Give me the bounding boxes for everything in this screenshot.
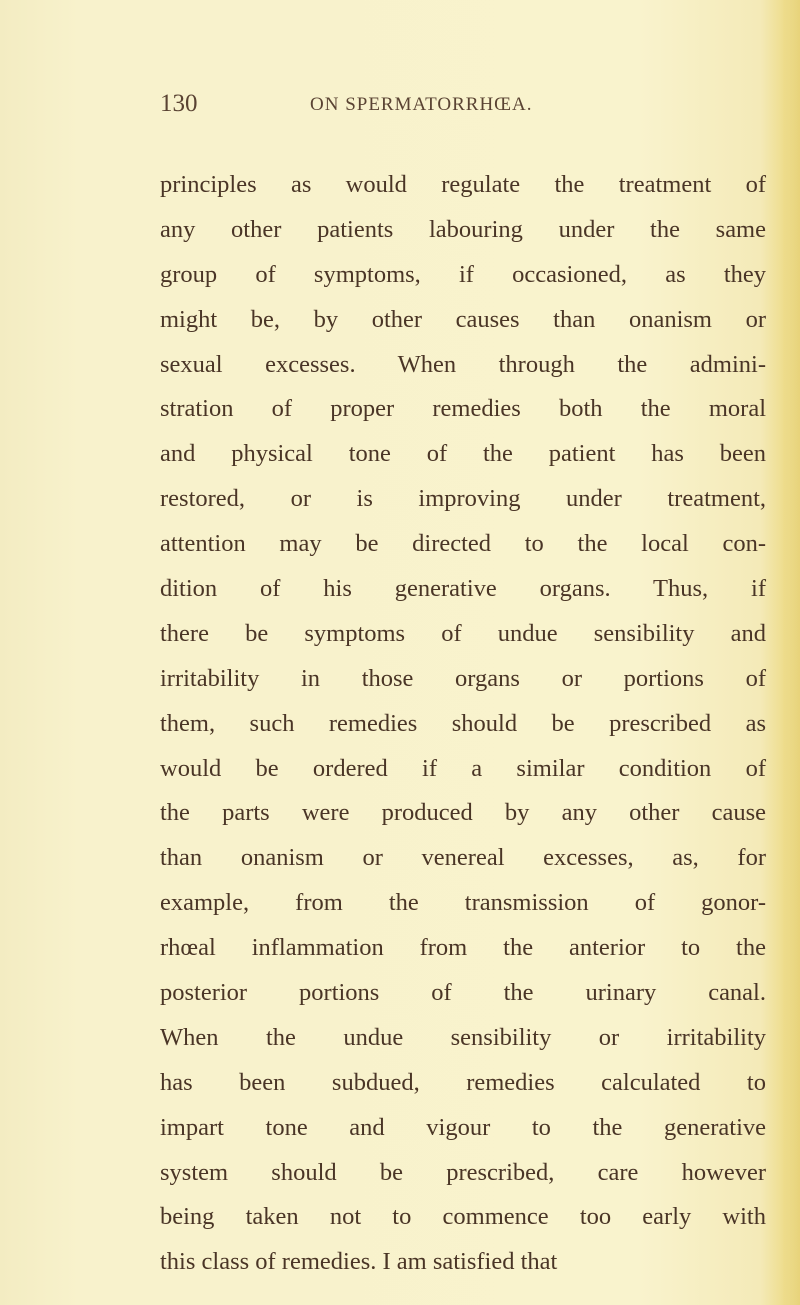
text-line: impart tone and vigour to the generative xyxy=(160,1113,766,1141)
text-line: system should be prescribed, care however xyxy=(160,1158,766,1186)
text-line: example, from the transmission of gonor- xyxy=(160,889,766,917)
text-line: any other patients labouring under the same xyxy=(160,215,766,243)
text-line: this class of remedies. I am satisfied that xyxy=(160,1248,558,1276)
text-line: there be symptoms of undue sensibility and xyxy=(160,619,766,647)
text-line: the parts were produced by any other cause xyxy=(160,799,766,827)
text-line: might be, by other causes than onanism or xyxy=(160,305,766,333)
text-line: attention may be directed to the local con- xyxy=(160,530,766,558)
text-line: rhœal inflammation from the anterior to the xyxy=(160,934,766,962)
text-line: has been subdued, remedies calculated to xyxy=(160,1068,766,1096)
text-line: group of symptoms, if occasioned, as they xyxy=(160,260,766,288)
text-line: irritability in those organs or portions of xyxy=(160,664,766,692)
text-line: and physical tone of the patient has been xyxy=(160,440,766,468)
text-line: sexual excesses. When through the admini- xyxy=(160,350,766,378)
page-spine-edge xyxy=(782,0,800,1305)
text-line: than onanism or venereal excesses, as, for xyxy=(160,844,766,872)
text-line: principles as would regulate the treatment of xyxy=(160,171,766,198)
text-line: them, such remedies should be prescribed as xyxy=(160,709,766,737)
text-line: would be ordered if a similar condition of xyxy=(160,754,766,782)
body-text xyxy=(160,163,766,1285)
text-line: restored, or is improving under treatment, xyxy=(160,485,766,513)
page-header xyxy=(160,90,760,120)
text-line: stration of proper remedies both the moral xyxy=(160,395,766,423)
text-line: being taken not to commence too early with xyxy=(160,1203,766,1231)
text-line: When the undue sensibility or irritability xyxy=(160,1023,766,1051)
text-line: dition of his generative organs. Thus, if xyxy=(160,575,766,603)
text-line: posterior portions of the urinary canal. xyxy=(160,979,766,1007)
page-number: 130 xyxy=(160,90,198,117)
running-title: ON SPERMATORRHŒA. xyxy=(310,94,533,115)
